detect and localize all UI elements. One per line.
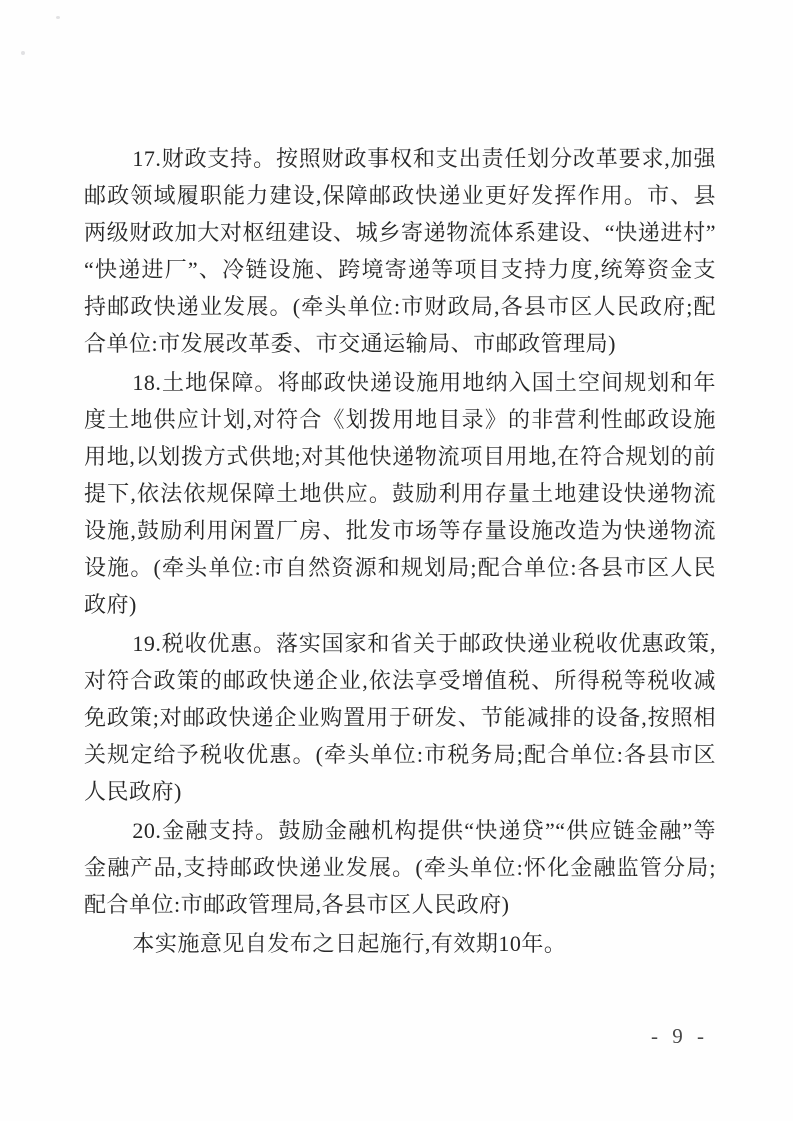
- scan-artifact: [56, 16, 60, 19]
- document-body: [84, 140, 716, 964]
- paragraph-18-land-guarantee: 18.土地保障。将邮政快递设施用地纳入国土空间规划和年度土地供应计划,对符合《划拨用地目录》的非营利性邮政设施用地,以划拨方式供地;对其他快递物流项目用地,在符合规划的前提下,依法依规保障土地供应。鼓励利用存量土地建设快递物流设施,鼓励利用闲置厂房、批发市场等存量设施改造为快递物流设施。(牵头单位:市自然资源和规划局;配合单位:各县市区人民政府): [84, 370, 716, 617]
- paragraph-17-fiscal-support: 17.财政支持。按照财政事权和支出责任划分改革要求,加强邮政领域履职能力建设,保障邮政快递业更好发挥作用。市、县两级财政加大对枢纽建设、城乡寄递物流体系建设、“快递进村”“快递进厂”、冷链设施、跨境寄递等项目支持力度,统筹资金支持邮政快递业发展。(牵头单位:市财政局,各县市区人民政府;配合单位:市发展改革委、市交通运输局、市邮政管理局): [84, 146, 716, 356]
- paragraph-20-financial-support: 20.金融支持。鼓励金融机构提供“快递贷”“供应链金融”等金融产品,支持邮政快递业发展。(牵头单位:怀化金融监管分局;配合单位:市邮政管理局,各县市区人民政府): [84, 818, 716, 917]
- paragraph-validity-statement: 本实施意见自发布之日起施行,有效期10年。: [132, 931, 567, 956]
- paragraph-19-tax-benefit: 19.税收优惠。落实国家和省关于邮政快递业税收优惠政策,对符合政策的邮政快递企业,依法享受增值税、所得税等税收减免政策;对邮政快递企业购置用于研发、节能减排的设备,按照相关规定给予税收优惠。(牵头单位:市税务局;配合单位:各县市区人民政府): [84, 631, 716, 804]
- scan-artifact: [21, 51, 25, 55]
- page-number: - 9 -: [651, 1024, 705, 1048]
